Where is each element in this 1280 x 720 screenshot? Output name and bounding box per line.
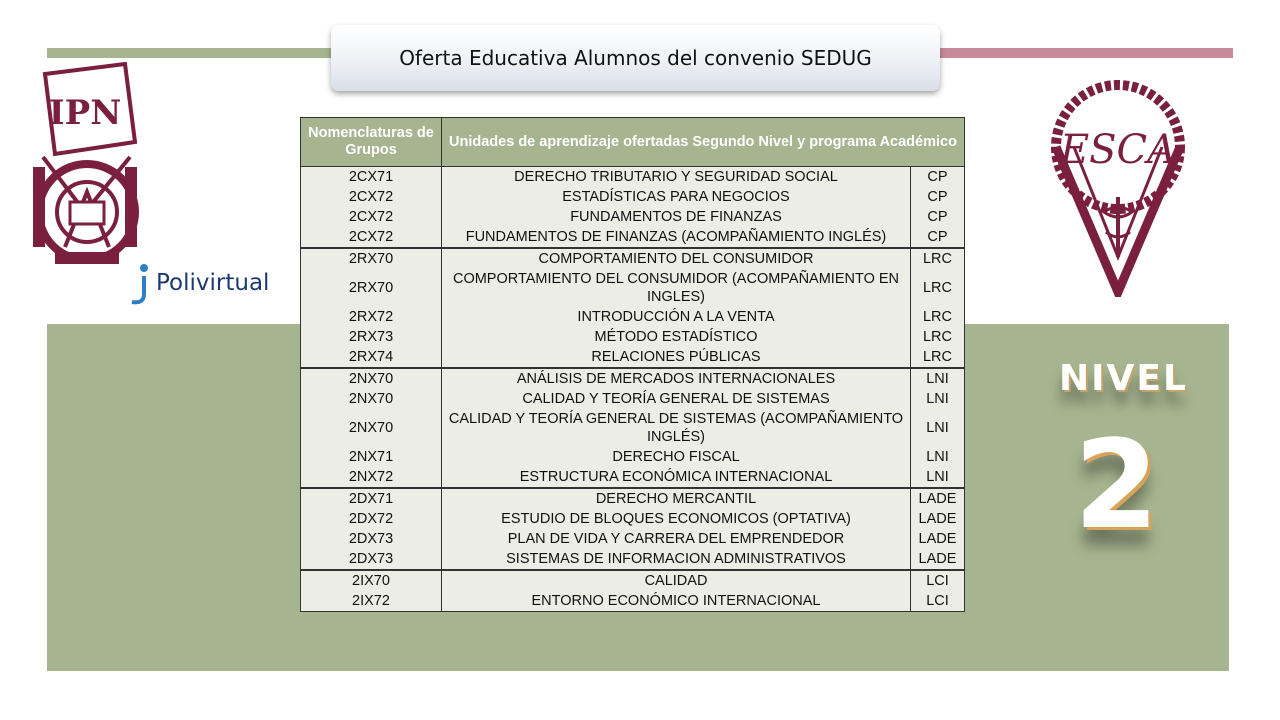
table-row [301, 509, 965, 529]
group-cell: 2DX73 [301, 549, 442, 570]
table-row [301, 409, 965, 447]
polivirtual-text: Polivirtual [156, 270, 270, 296]
program-cell: CP [911, 207, 965, 227]
table-row [301, 447, 965, 467]
unit-cell: CALIDAD [442, 570, 911, 591]
unit-cell: FUNDAMENTOS DE FINANZAS [442, 207, 911, 227]
group-cell: 2NX70 [301, 409, 442, 447]
top-pink-band [940, 48, 1233, 58]
table-row [301, 591, 965, 612]
group-cell: 2RX73 [301, 327, 442, 347]
nivel-number: 2 [1074, 414, 1159, 556]
group-cell: 2DX71 [301, 488, 442, 509]
nivel-label: NIVEL [1059, 358, 1188, 399]
group-cell: 2CX72 [301, 207, 442, 227]
table-row [301, 488, 965, 509]
unit-cell: DERECHO MERCANTIL [442, 488, 911, 509]
group-cell: 2NX71 [301, 447, 442, 467]
program-cell: LNI [911, 467, 965, 488]
unit-cell: ANÁLISIS DE MERCADOS INTERNACIONALES [442, 368, 911, 389]
table-row [301, 307, 965, 327]
program-cell: LNI [911, 389, 965, 409]
unit-cell: ESTUDIO DE BLOQUES ECONOMICOS (OPTATIVA) [442, 509, 911, 529]
svg-text:ESCA: ESCA [1059, 127, 1177, 173]
group-cell: 2DX73 [301, 529, 442, 549]
header-groups: Nomenclaturas de Grupos [301, 118, 442, 167]
unit-cell: CALIDAD Y TEORÍA GENERAL DE SISTEMAS [442, 389, 911, 409]
table-row [301, 187, 965, 207]
unit-cell: RELACIONES PÚBLICAS [442, 347, 911, 368]
esca-logo-icon [1034, 77, 1202, 297]
table-row [301, 368, 965, 389]
group-cell: 2DX72 [301, 509, 442, 529]
program-cell: LNI [911, 409, 965, 447]
unit-cell: COMPORTAMIENTO DEL CONSUMIDOR (ACOMPAÑAMIENTO EN INGLES) [442, 269, 911, 307]
group-cell: 2RX74 [301, 347, 442, 368]
unit-cell: PLAN DE VIDA Y CARRERA DEL EMPRENDEDOR [442, 529, 911, 549]
table-row [301, 467, 965, 488]
program-cell: LCI [911, 570, 965, 591]
program-cell: CP [911, 167, 965, 188]
group-cell: 2NX70 [301, 389, 442, 409]
table-row [301, 549, 965, 570]
table-row [301, 327, 965, 347]
header-units: Unidades de aprendizaje ofertadas Segundo Nivel y programa Académico [442, 118, 965, 167]
program-cell: LNI [911, 368, 965, 389]
group-cell: 2IX72 [301, 591, 442, 612]
group-cell: 2NX72 [301, 467, 442, 488]
unit-cell: FUNDAMENTOS DE FINANZAS (ACOMPAÑAMIENTO INGLÉS) [442, 227, 911, 248]
svg-text:IPN: IPN [48, 93, 122, 133]
program-cell: LRC [911, 347, 965, 368]
top-green-band [47, 48, 332, 58]
table-row [301, 347, 965, 368]
group-cell: 2RX72 [301, 307, 442, 327]
unit-cell: ESTRUCTURA ECONÓMICA INTERNACIONAL [442, 467, 911, 488]
group-cell: 2CX72 [301, 187, 442, 207]
program-cell: LADE [911, 549, 965, 570]
polivirtual-mark-icon [126, 262, 156, 306]
table-row [301, 207, 965, 227]
unit-cell: INTRODUCCIÓN A LA VENTA [442, 307, 911, 327]
slide-title: Oferta Educativa Alumnos del convenio SEDUG [331, 25, 940, 91]
program-cell: LRC [911, 248, 965, 269]
table-row [301, 529, 965, 549]
group-cell: 2CX72 [301, 227, 442, 248]
program-cell: LRC [911, 327, 965, 347]
unit-cell: SISTEMAS DE INFORMACION ADMINISTRATIVOS [442, 549, 911, 570]
polivirtual-logo [126, 262, 276, 306]
program-cell: LADE [911, 529, 965, 549]
program-cell: CP [911, 227, 965, 248]
unit-cell: ENTORNO ECONÓMICO INTERNACIONAL [442, 591, 911, 612]
unit-cell: ESTADÍSTICAS PARA NEGOCIOS [442, 187, 911, 207]
unit-cell: DERECHO FISCAL [442, 447, 911, 467]
table-row [301, 570, 965, 591]
program-cell: LNI [911, 447, 965, 467]
unit-cell: COMPORTAMIENTO DEL CONSUMIDOR [442, 248, 911, 269]
ipn-logo-icon [25, 62, 145, 272]
table-row [301, 269, 965, 307]
offer-table [300, 117, 965, 612]
table-row [301, 389, 965, 409]
table-row [301, 248, 965, 269]
unit-cell: DERECHO TRIBUTARIO Y SEGURIDAD SOCIAL [442, 167, 911, 188]
program-cell: CP [911, 187, 965, 207]
unit-cell: CALIDAD Y TEORÍA GENERAL DE SISTEMAS (ACOMPAÑAMIENTO INGLÉS) [442, 409, 911, 447]
group-cell: 2NX70 [301, 368, 442, 389]
table-header-row [301, 118, 965, 167]
group-cell: 2CX71 [301, 167, 442, 188]
program-cell: LRC [911, 269, 965, 307]
program-cell: LADE [911, 488, 965, 509]
group-cell: 2RX70 [301, 269, 442, 307]
table-body [301, 167, 965, 612]
table-row [301, 227, 965, 248]
unit-cell: MÉTODO ESTADÍSTICO [442, 327, 911, 347]
group-cell: 2RX70 [301, 248, 442, 269]
program-cell: LCI [911, 591, 965, 612]
program-cell: LADE [911, 509, 965, 529]
group-cell: 2IX70 [301, 570, 442, 591]
program-cell: LRC [911, 307, 965, 327]
table-row [301, 167, 965, 188]
